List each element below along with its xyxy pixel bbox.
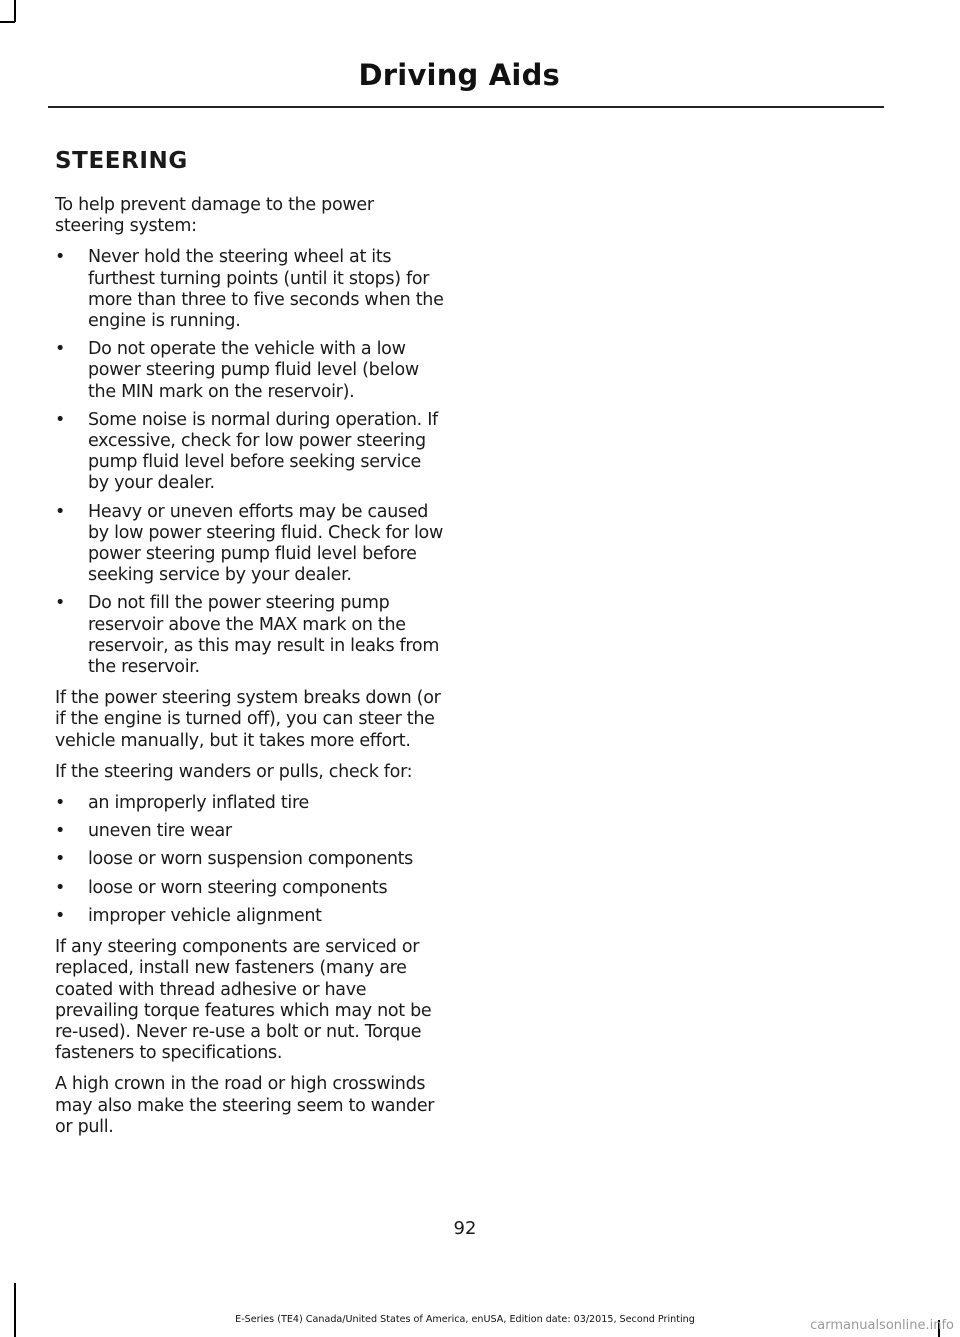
serviced-paragraph: If any steering components are serviced or replaced, install new fasteners (many are coated with thread adhesive or have prevailing torque features which may not be re-used). Never re-use a bolt or nut. Torque fasteners to specifications. [55,937,432,1064]
page-header-title: Driving Aids [358,58,560,92]
list-item: • uneven tire wear [55,821,232,842]
list-item: • improper vehicle alignment [55,905,322,926]
watermark: carmanualsonline.info [810,1318,954,1333]
bullet-glyph: • [55,501,66,522]
list-item: • Never hold the steering wheel at its furthest turning points (until it stops) for more than three to five seconds when the engine is running. [55,247,444,332]
crop-mark [14,0,16,22]
list-item: • an improperly inflated tire [55,793,309,814]
wanders-paragraph: If the steering wanders or pulls, check for: [55,761,413,782]
list-item: • Do not fill the power steering pump reservoir above the MAX mark on the reservoir, as this may result in leaks from the reservoir. [55,593,440,678]
bullet-glyph: • [55,849,66,870]
check-list [55,793,447,927]
bullet-glyph: • [55,793,66,814]
list-item: • Do not operate the vehicle with a low power steering pump fluid level (below the MIN mark on the reservoir). [55,339,419,402]
page-number: 92 [453,1218,477,1239]
bullet-glyph: • [55,877,66,898]
section-title: STEERING [55,148,188,174]
bullet-glyph: • [55,593,66,614]
crown-paragraph: A high crown in the road or high crosswinds may also make the steering seem to wander or pull. [55,1074,435,1137]
bullet-glyph: • [55,905,66,926]
bullet-glyph: • [55,339,66,360]
edition-footer: E-Series (TE4) Canada/United States of America, enUSA, Edition date: 03/2015, Second Printing [235,1314,695,1325]
crop-mark [0,21,15,23]
main-content [55,147,447,1148]
bullet-glyph: • [55,821,66,842]
list-item: • Some noise is normal during operation. If excessive, check for low power steering pump fluid level before seeking service by your dealer. [55,409,438,494]
list-item: • Heavy or uneven efforts may be caused by low power steering fluid. Check for low power steering pump fluid level before seeking service by your dealer. [55,501,443,586]
list-item: • loose or worn suspension components [55,849,413,870]
crop-mark [14,1283,16,1337]
bullet-glyph: • [55,409,66,430]
list-item: • loose or worn steering components [55,877,388,898]
header-divider [48,106,884,108]
bullet-glyph: • [55,247,66,268]
precautions-list [55,247,447,678]
breakdown-paragraph: If the power steering system breaks down (or if the engine is turned off), you can steer the vehicle manually, but it takes more effort. [55,688,441,751]
intro-paragraph: To help prevent damage to the power steering system: [55,195,374,237]
